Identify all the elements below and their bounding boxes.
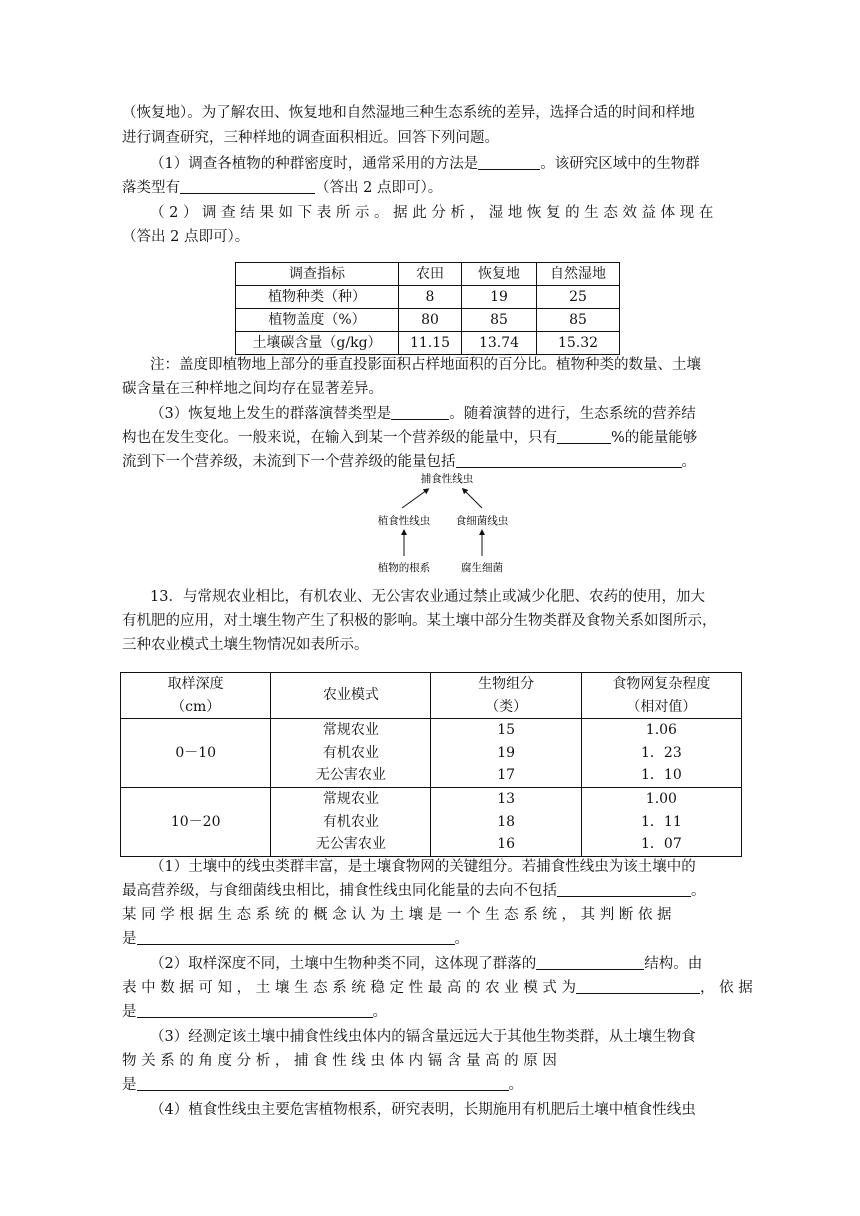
q13-p2-text-e: 是 <box>122 1004 137 1020</box>
q13-part2-line2 <box>122 977 753 999</box>
counts-cell <box>431 788 581 857</box>
answer-blank[interactable] <box>456 452 682 468</box>
food-web-diagram <box>372 470 522 576</box>
answer-blank[interactable] <box>557 428 611 444</box>
header-groups-line1: 生物组分 <box>478 676 535 692</box>
node-herbivorous-nematode: 植食性线虫 <box>377 515 431 527</box>
q13-p1-text-b: 最高营养级，与食细菌线虫相比，捕食性线虫同化能量的去向不包括 <box>122 883 557 899</box>
header-depth-line2: （cm） <box>171 698 221 715</box>
q13-p2-text-f: 。 <box>372 1004 387 1020</box>
table-cell: 土壤碳含量（g/kg） <box>236 332 399 355</box>
survey-table <box>235 262 620 355</box>
q12-p1-text-c: 落类型有 <box>122 180 180 196</box>
table-row <box>121 719 742 788</box>
answer-blank[interactable] <box>180 178 315 194</box>
count-item: 13 <box>497 791 516 808</box>
count-item: 19 <box>497 744 516 761</box>
complexity-item: 1．07 <box>641 836 682 853</box>
q13-p2-text-d: ， 依 据 <box>700 980 753 996</box>
q13-p2-text-b: 结构。由 <box>644 956 703 972</box>
answer-blank[interactable] <box>137 1002 373 1018</box>
complexity-item: 1．23 <box>641 744 682 761</box>
table-row <box>236 309 620 332</box>
table-header-cell: 恢复地 <box>462 263 537 286</box>
intro-line-1: （恢复地）。为了解农田、恢复地和自然湿地三种生态系统的差异，选择合适的时间和样地 <box>122 105 695 121</box>
table-cell: 19 <box>462 286 537 309</box>
table-cell: 85 <box>462 309 537 332</box>
answer-blank[interactable] <box>536 954 644 970</box>
table-cell: 25 <box>537 286 620 309</box>
q13-p1-text-f: 。 <box>454 931 469 947</box>
complexity-cell <box>581 788 741 857</box>
q13-p2-text-a: （2）取样深度不同，土壤中生物种类不同，这体现了群落的 <box>150 956 537 972</box>
count-item: 17 <box>497 767 516 784</box>
header-complexity <box>581 673 741 719</box>
q12-part2-line2: （答出 2 点即可）。 <box>122 229 250 245</box>
q13-intro-line2: 有机肥的应用，对土壤生物产生了积极的影响。某土壤中部分生物类群及食物关系如图所示， <box>122 613 717 629</box>
depth-cell: 0－10 <box>121 719 271 788</box>
modes-cell <box>271 788 431 857</box>
q13-part3-line3 <box>122 1074 742 1096</box>
table-row <box>236 332 620 355</box>
q13-p1-text-e: 是 <box>122 931 137 947</box>
mode-item: 有机农业 <box>322 744 379 761</box>
complexity-item: 1.00 <box>645 791 677 808</box>
table-note-line1: 注：盖度即植物地上部分的垂直投影面积占样地面积的百分比。植物种类的数量、土壤 <box>150 357 701 373</box>
table-header-cell: 自然湿地 <box>537 263 620 286</box>
header-depth <box>121 673 271 719</box>
q13-p2-text-c: 表 中 数 据 可 知 ， 土 壤 生 态 系 统 稳 定 性 最 高 的 农 业 模 式 为 <box>122 980 577 996</box>
q12-p1-text-b: 。该研究区域中的生物群 <box>540 156 700 172</box>
arrow-bacterivore-to-predator <box>464 490 482 508</box>
answer-blank[interactable] <box>576 978 700 994</box>
q13-part1-line2 <box>122 880 742 902</box>
arrow-herbivore-to-predator <box>402 490 427 508</box>
q13-intro-line3: 三种农业模式土壤生物情况如表所示。 <box>122 637 369 653</box>
node-bacterivorous-nematode: 食细菌线虫 <box>455 515 509 527</box>
header-mode: 农业模式 <box>271 673 431 719</box>
answer-blank[interactable] <box>557 881 691 897</box>
q12-part1-line2 <box>122 177 742 199</box>
table-cell: 80 <box>399 309 462 332</box>
mode-item: 常规农业 <box>322 722 379 739</box>
q13-part4-line1: （4）植食性线虫主要危害植物根系，研究表明，长期施用有机肥后土壤中植食性线虫 <box>150 1102 696 1118</box>
q12-p3-text-f: 。 <box>681 454 696 470</box>
q12-part2-line1: （ 2 ） 调 查 结 果 如 下 表 所 示 。 据 此 分 析 ， 湿 地 恢 复 的 生 态 效 益 体 现 在 <box>150 205 714 221</box>
count-item: 16 <box>497 836 516 853</box>
q13-part2-line3 <box>122 1001 742 1023</box>
mode-item: 无公害农业 <box>315 767 386 784</box>
complexity-item: 1.06 <box>645 722 677 739</box>
header-complexity-line1: 食物网复杂程度 <box>612 676 711 692</box>
q12-p3-text-a: （3）恢复地上发生的群落演替类型是 <box>150 406 392 422</box>
q12-p3-text-d: %的能量能够 <box>611 430 698 446</box>
node-predatory-nematode: 捕食性线虫 <box>420 473 474 485</box>
q13-intro-line1: 13．与常规农业相比，有机农业、无公害农业通过禁止或减少化肥、农药的使用，加大 <box>150 589 705 605</box>
answer-blank[interactable] <box>137 929 455 945</box>
intro-line-2: 进行调查研究，三种样地的调查面积相近。回答下列问题。 <box>122 130 499 146</box>
counts-cell <box>431 719 581 788</box>
answer-blank[interactable] <box>391 404 449 420</box>
q13-p3-text-c: 是 <box>122 1077 137 1093</box>
table-header-cell: 调查指标 <box>236 263 399 286</box>
complexity-item: 1．11 <box>641 813 682 830</box>
q12-p1-text-a: （1）调查各植物的种群密度时，通常采用的方法是 <box>150 156 479 172</box>
q12-p3-text-b: 。随着演替的进行，生态系统的营养结 <box>449 406 696 422</box>
table-cell: 15.32 <box>537 332 620 355</box>
table-header-row <box>236 263 620 286</box>
mode-item: 有机农业 <box>322 813 379 830</box>
modes-cell <box>271 719 431 788</box>
q13-p1-text-c: 。 <box>691 883 706 899</box>
q12-part3-line1 <box>150 403 742 425</box>
table-cell: 13.74 <box>462 332 537 355</box>
header-complexity-line2: （相对值） <box>626 698 697 715</box>
answer-blank[interactable] <box>478 154 540 170</box>
complexity-item: 1．10 <box>641 767 682 784</box>
table-cell: 植物盖度（%） <box>236 309 399 332</box>
count-item: 18 <box>497 813 516 830</box>
table-note-line2: 碳含量在三种样地之间均存在显著差异。 <box>122 381 383 397</box>
q12-part1-line1 <box>150 153 742 175</box>
q13-part2-line1 <box>150 953 742 975</box>
count-item: 15 <box>497 722 516 739</box>
table-row <box>236 286 620 309</box>
answer-blank[interactable] <box>137 1075 509 1091</box>
table-cell: 8 <box>399 286 462 309</box>
table-header-row <box>121 673 742 719</box>
q13-part1-line1: （1）土壤中的线虫类群丰富，是土壤食物网的关键组分。若捕食性线虫为该土壤中的 <box>150 859 696 875</box>
table-cell: 85 <box>537 309 620 332</box>
node-saprophytic-bacteria: 腐生细菌 <box>461 562 503 574</box>
depth-cell: 10－20 <box>121 788 271 857</box>
q13-part1-line3: 某 同 学 根 据 生 态 系 统 的 概 念 认 为 土 壤 是 一 个 生 态 系 统 ， 其 判 断 依 据 <box>122 907 672 923</box>
q13-part3-line1: （3）经测定该土壤中捕食性线虫体内的镉含量远远大于其他生物类群，从土壤生物食 <box>150 1029 696 1045</box>
q12-p3-text-e: 流到下一个营养级，未流到下一个营养级的能量包括 <box>122 454 456 470</box>
q12-p1-text-d: （答出 2 点即可）。 <box>315 180 443 196</box>
mode-item: 常规农业 <box>322 791 379 808</box>
complexity-cell <box>581 719 741 788</box>
table-row <box>121 788 742 857</box>
q12-part3-line2 <box>122 427 742 449</box>
table-cell: 植物种类（种） <box>236 286 399 309</box>
node-plant-roots: 植物的根系 <box>377 562 431 574</box>
q13-part1-line4 <box>122 928 742 950</box>
table-header-cell: 农田 <box>399 263 462 286</box>
q12-p3-text-c: 构也在发生变化。一般来说，在输入到某一个营养级的能量中，只有 <box>122 430 557 446</box>
header-groups-line2: （类） <box>485 698 528 715</box>
q13-part3-line2: 物 关 系 的 角 度 分 析 ， 捕 食 性 线 虫 体 内 镉 含 量 高 的 原 因 <box>122 1053 557 1069</box>
agriculture-table <box>120 672 742 857</box>
header-depth-line1: 取样深度 <box>167 676 224 692</box>
q13-p3-text-d: 。 <box>508 1077 523 1093</box>
mode-item: 无公害农业 <box>315 836 386 853</box>
header-groups <box>431 673 581 719</box>
table-cell: 11.15 <box>399 332 462 355</box>
